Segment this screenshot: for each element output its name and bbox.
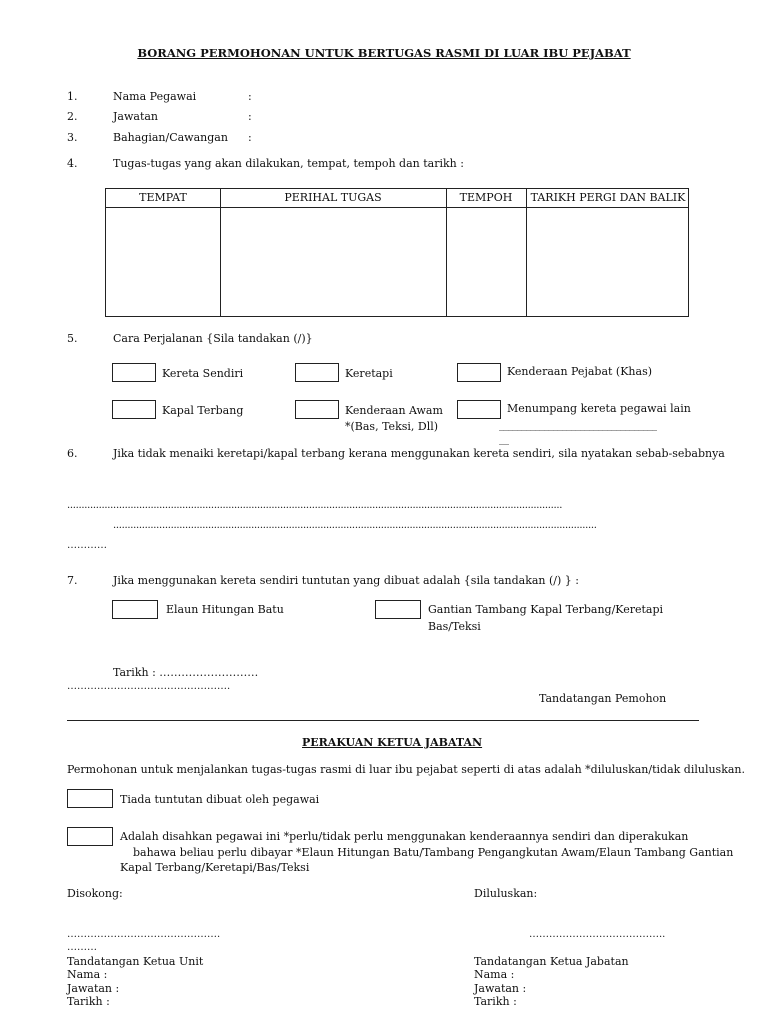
applicant-signature-label: Tandatangan Pemohon <box>539 692 667 705</box>
diluluskan-signature-dots: ………………………………….. <box>529 929 666 940</box>
option-disahkan-line1: Adalah disahkan pegawai ini *perlu/tidak perlu menggunakan kenderaannya sendiri dan diperakukan <box>120 830 689 843</box>
menumpang-name-line-tail: __ <box>499 434 509 445</box>
option-tiada-tuntutan: Tiada tuntutan dibuat oleh pegawai <box>120 793 320 806</box>
diluluskan-tarikh: Tarikh : <box>474 995 517 1008</box>
reason-dots-line-3: ………… <box>67 540 107 551</box>
table-header-perihal-tugas: PERIHAL TUGAS <box>284 191 382 204</box>
diluluskan-jawatan: Jawatan : <box>474 982 527 995</box>
question-5-text: Cara Perjalanan {Sila tandakan (/)} <box>113 332 313 345</box>
option-kapal-terbang: Kapal Terbang <box>162 404 244 417</box>
question-number-6: 6. <box>67 447 78 460</box>
reason-dots-line-1: ............................................................................................................................................................................ <box>67 500 563 511</box>
checkbox-disahkan[interactable] <box>67 827 113 846</box>
menumpang-name-line: ___________________________________ <box>499 420 657 431</box>
field-colon: : <box>248 131 252 144</box>
field-label-bahagian: Bahagian/Cawangan <box>113 131 228 144</box>
section-divider <box>67 720 699 721</box>
option-kereta-sendiri: Kereta Sendiri <box>162 367 244 380</box>
disokong-signature-label: Tandatangan Ketua Unit <box>67 955 204 968</box>
checkbox-kereta-sendiri[interactable] <box>112 363 156 382</box>
field-label-jawatan: Jawatan <box>113 110 159 123</box>
duties-table <box>105 188 689 317</box>
option-menumpang: Menumpang kereta pegawai lain <box>507 402 691 415</box>
option-kenderaan-awam-note: *(Bas, Teksi, Dll) <box>345 420 439 433</box>
disokong-nama: Nama : <box>67 968 108 981</box>
disokong-label: Disokong: <box>67 887 123 900</box>
question-number-5: 5. <box>67 332 78 345</box>
option-disahkan-line3: Kapal Terbang/Keretapi/Bas/Teksi <box>120 861 310 874</box>
field-number-3: 3. <box>67 131 78 144</box>
form-title: BORANG PERMOHONAN UNTUK BERTUGAS RASMI DI LUAR IBU PEJABAT <box>137 46 631 60</box>
question-6-text: Jika tidak menaiki keretapi/kapal terbang kerana menggunakan kereta sendiri, sila nyatakan sebab-sebabnya <box>113 447 725 460</box>
disokong-jawatan: Jawatan : <box>67 982 120 995</box>
field-colon: : <box>248 110 252 123</box>
checkbox-kenderaan-awam[interactable] <box>295 400 339 419</box>
perakuan-title: PERAKUAN KETUA JABATAN <box>302 736 483 749</box>
field-number-1: 1. <box>67 90 78 103</box>
checkbox-elaun-hitungan-batu[interactable] <box>112 600 158 619</box>
checkbox-keretapi[interactable] <box>295 363 339 382</box>
question-number-7: 7. <box>67 574 78 587</box>
option-elaun-hitungan-batu: Elaun Hitungan Batu <box>166 603 284 616</box>
checkbox-tiada-tuntutan[interactable] <box>67 789 113 808</box>
reason-dots-line-2: ........................................................................................................................................................................ <box>113 520 597 531</box>
option-gantian-tambang-line2: Bas/Teksi <box>428 620 481 633</box>
table-header-tarikh: TARIKH PERGI DAN BALIK <box>530 191 686 204</box>
checkbox-kenderaan-pejabat[interactable] <box>457 363 501 382</box>
field-label-nama: Nama Pegawai <box>113 90 197 103</box>
disokong-signature-dots-2: ……… <box>67 942 97 953</box>
perakuan-text: Permohonan untuk menjalankan tugas-tugas rasmi di luar ibu pejabat seperti di atas adalah *diluluskan/tidak diluluskan. <box>67 763 746 776</box>
diluluskan-signature-label: Tandatangan Ketua Jabatan <box>474 955 629 968</box>
option-kenderaan-awam: Kenderaan Awam <box>345 404 443 417</box>
table-header-tempoh: TEMPOH <box>459 191 513 204</box>
diluluskan-nama: Nama : <box>474 968 515 981</box>
disokong-tarikh: Tarikh : <box>67 995 110 1008</box>
checkbox-gantian-tambang[interactable] <box>375 600 421 619</box>
option-keretapi: Keretapi <box>345 367 393 380</box>
disokong-signature-dots: ………………………………………. <box>67 929 221 940</box>
checkbox-menumpang[interactable] <box>457 400 501 419</box>
checkbox-kapal-terbang[interactable] <box>112 400 156 419</box>
question-number-4: 4. <box>67 157 78 170</box>
question-4-text: Tugas-tugas yang akan dilakukan, tempat, tempoh dan tarikh : <box>113 157 464 170</box>
field-colon: : <box>248 90 252 103</box>
tarikh-field: Tarikh : ……………………… <box>113 666 259 679</box>
diluluskan-label: Diluluskan: <box>474 887 538 900</box>
field-number-2: 2. <box>67 110 78 123</box>
option-gantian-tambang: Gantian Tambang Kapal Terbang/Keretapi <box>428 603 664 616</box>
option-kenderaan-pejabat: Kenderaan Pejabat (Khas) <box>507 365 653 378</box>
tarikh-dots: …………………………………………. <box>67 681 231 692</box>
table-header-tempat: TEMPAT <box>139 191 187 204</box>
question-7-text: Jika menggunakan kereta sendiri tuntutan yang dibuat adalah {sila tandakan (/) } : <box>113 574 579 587</box>
option-disahkan-line2: bahawa beliau perlu dibayar *Elaun Hitungan Batu/Tambang Pengangkutan Awam/Elaun Tambang Gantian <box>133 846 734 859</box>
